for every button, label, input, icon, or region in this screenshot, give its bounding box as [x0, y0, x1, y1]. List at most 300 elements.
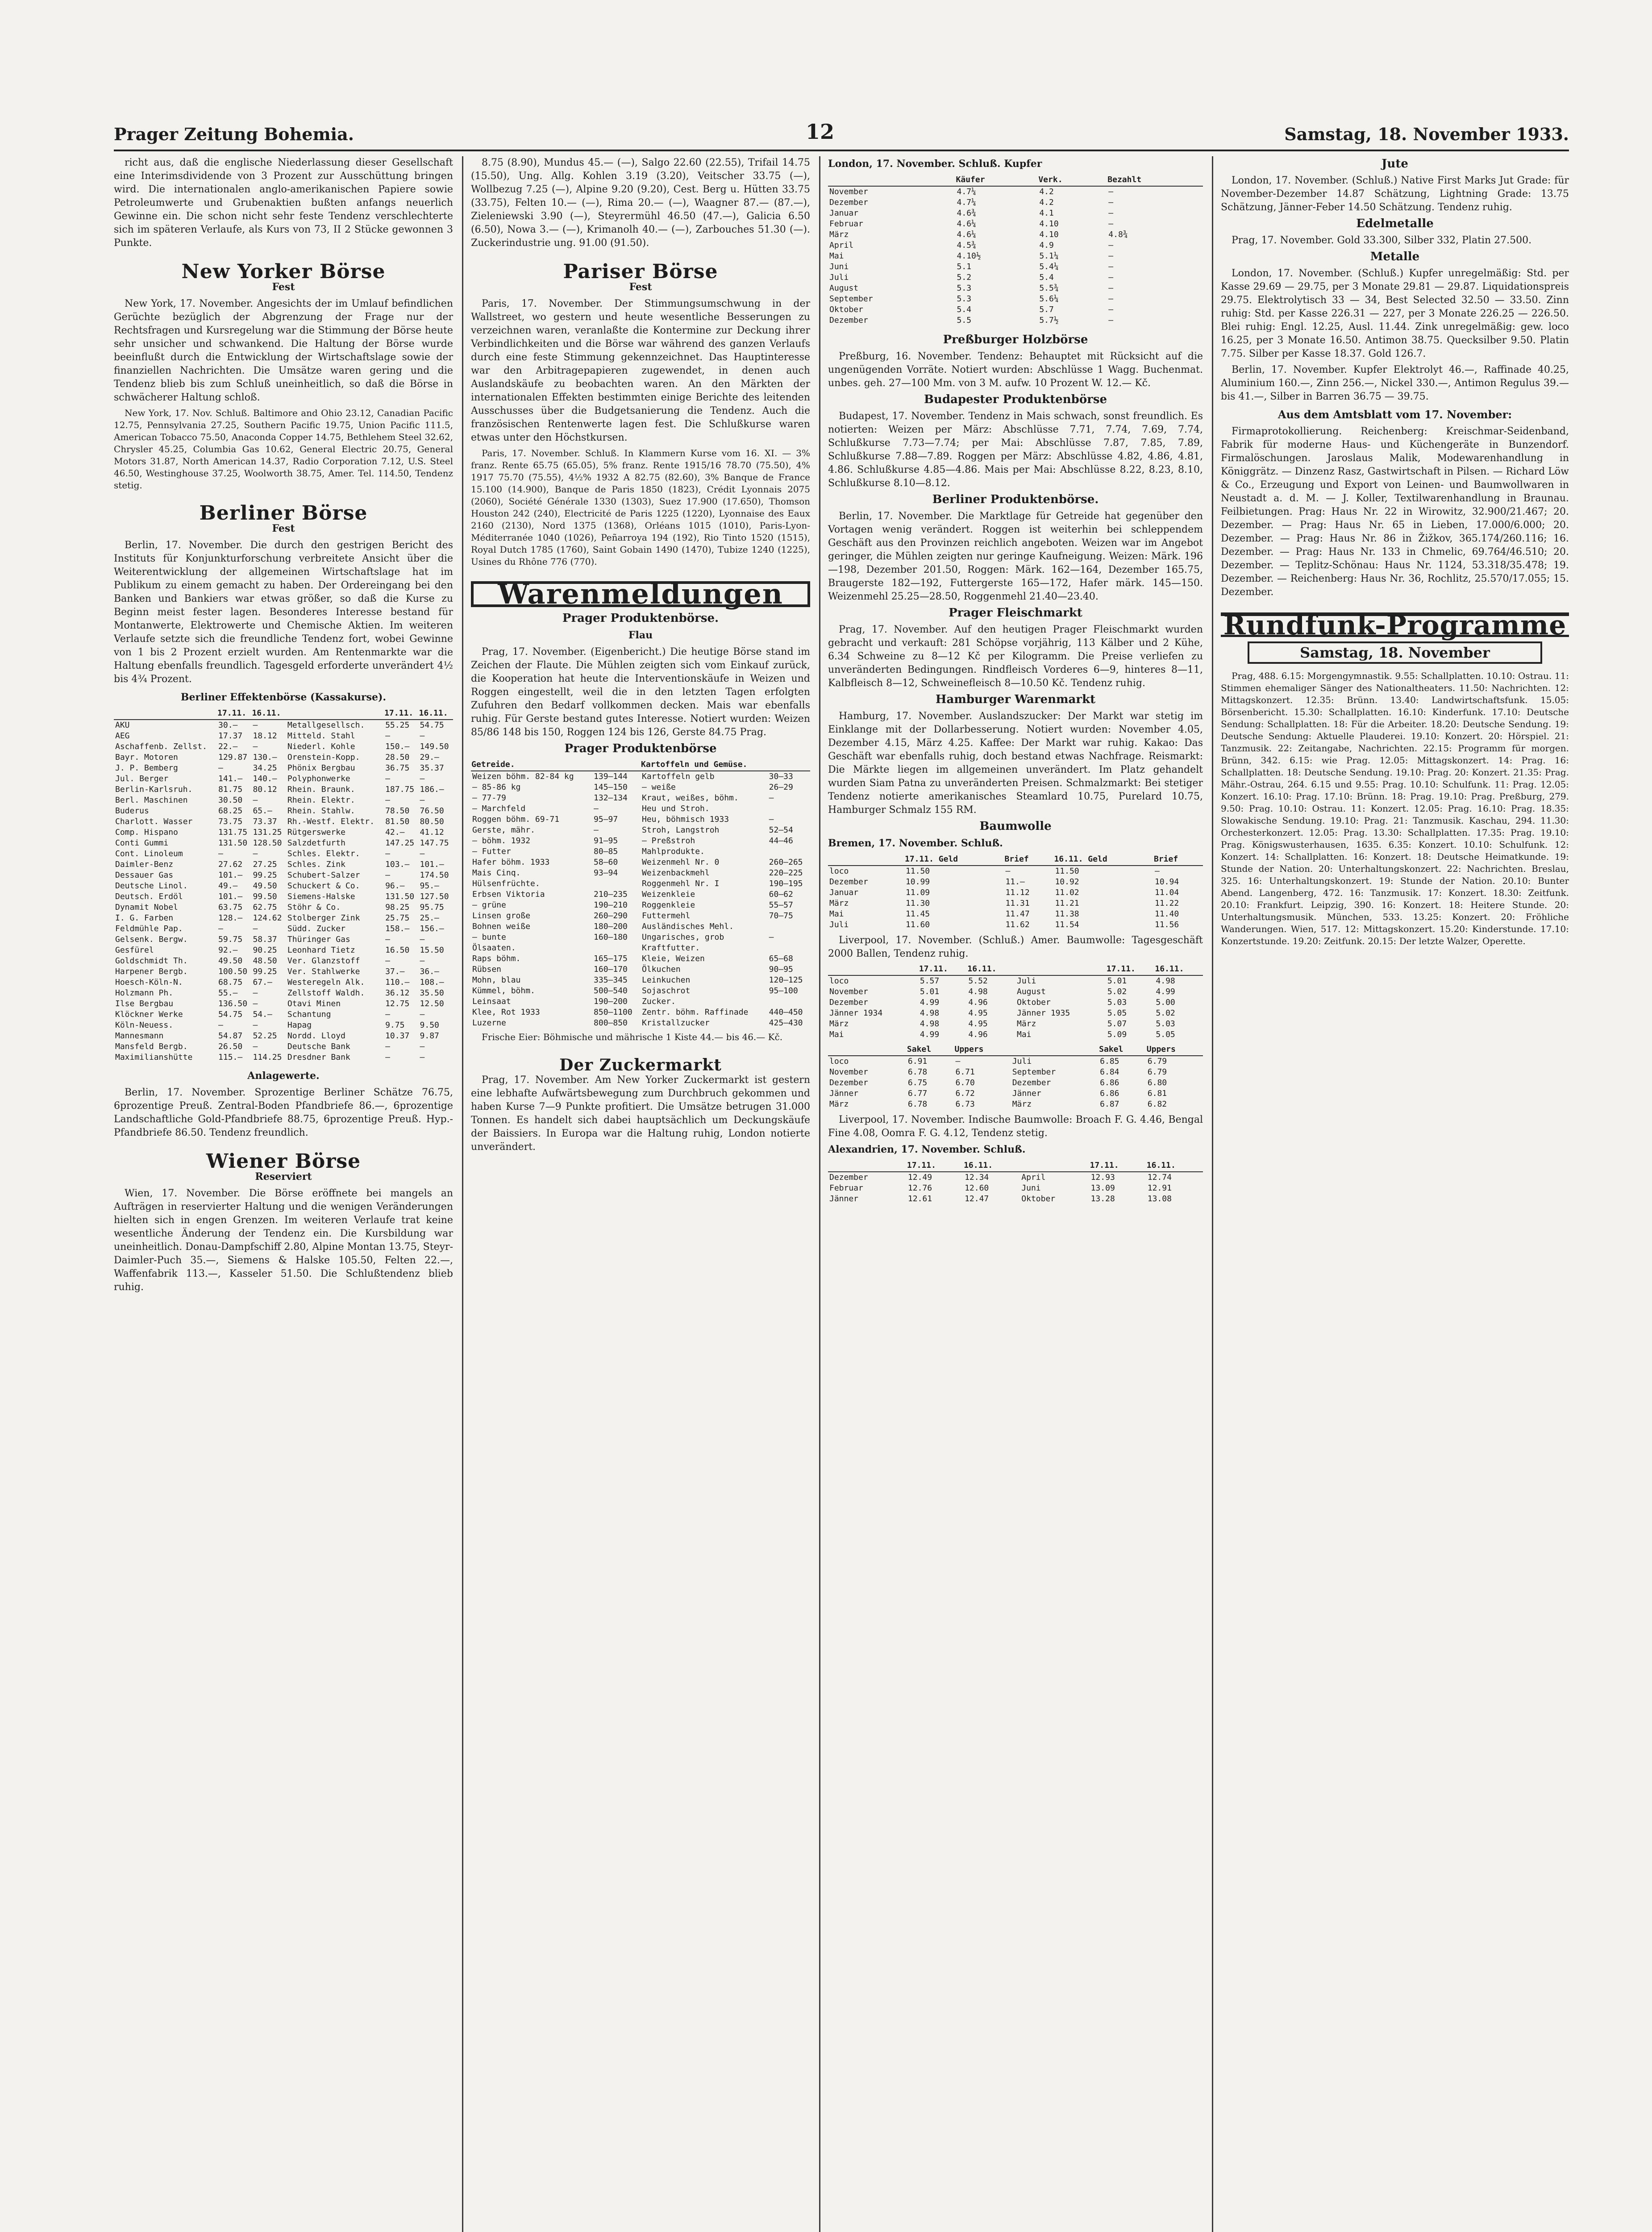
effekten-row: [114, 1020, 453, 1031]
bremen-row: [828, 866, 1203, 877]
table-header-cell: [286, 708, 384, 720]
table-cell: 103.—: [385, 860, 410, 869]
table-cell: Rhein. Braunk.: [287, 785, 355, 794]
effekten-row: [114, 902, 453, 913]
table-cell: 68.25: [218, 806, 243, 816]
table-header-cell: [1011, 1044, 1099, 1056]
table-cell: 76.50: [420, 806, 444, 816]
table-cell: 73.37: [253, 817, 277, 826]
paris-report: Paris, 17. November. Der Stimmungsumschwung in der Wallstreet, wo gestern und heute wesentliche Besserungen zu verzeichnen waren, veranlaßte die Kontermine zur Deckung ihrer Verbindlichkeiten und die Börse war während des ganzen Verlaufs durch eine feste Stimmung gekennzeichnet. Das Hauptinteresse war den Arbitragepapieren zugewendet, in denen auch Auslandskäufe zu beobachten waren. An den Märkten der internationalen Effekten bestimmten einige Berichte des leitenden Ausschusses über die Budgetsanierung die Tendenz. Auch die französischen Rentenwerte lagen fest. Die Schlußkurse waren etwas unter den Höchstkursen.: [471, 298, 810, 443]
holzboerse-report: Preßburg, 16. November. Tendenz: Behauptet mit Rücksicht auf die ungenügenden Vorräte. Notiert wurden: Abschlüsse 1 Wagg. Buchenmat. unbes. geh. 27—100 Mm. von 3 M. aufw. 10 Prozent W. 12.— Kč.: [828, 351, 1203, 389]
table-cell: 90—95: [769, 965, 793, 974]
table-cell: Zucker.: [641, 997, 676, 1006]
effekten-row: [114, 774, 453, 784]
table-cell: Januar: [829, 888, 859, 897]
table-cell: —: [253, 720, 258, 730]
table-header-cell: [828, 1160, 907, 1172]
table-cell: Nordd. Lloyd: [287, 1031, 345, 1041]
table-cell: Thüringer Gas: [287, 935, 350, 944]
radio-program-text: Prag, 488. 6.15: Morgengymnastik. 9.55: Schallplatten. 10.10: Ostrau. 11: Stimmen ehemaliger Sänger des Nationaltheaters. 11.50: Nachrichten. 12: Mittagskonzert. 12.35: Brünn. 13.40: Landwirtschaftsfunk. 15.05: Börsenbericht. 15.30: Schallplatten. 16.10: Kinderfunk. 17.10: Deutsche Sendung: Schallplatten. 18: Für die Arbeiter. 18.20: Deutsche Sendung. 19: Deutsche Sendung: Aktuelle Plauderei. 19.10: Konzert. 20: Hörspiel. 21: Tanzmusik. 22: Zeitangabe, Nachrichten. 22.15: Programm für morgen. Brünn, 342. 6.15: wie Prag. 12.05: Mittagskonzert. 14: Prag. 16: Schallplatten. 18: Deutsche Sendung. 19.10: Prag. 20: Konzert. 21.35: Prag. Mähr.-Ostrau, 264. 6.15 und 9.55: Prag. 10.10: Schulfunk. 11: Prag. 12.05: Konzert. 16.10: Prag. 17.10: Brünn. 18: Prag. 19.10: Prag. Preßburg, 279. 9.50: Prag. 10.10: Ostrau. 11: Konzert. 12.05: Prag. 16.10: Prag. 18.35: Slowakische Sendung. 19.10: Prag. 21: Tanzmusik. Kaschau, 294. 11.30: Orchesterkonzert. 12.05: Prag. 13.30: Schallplatten. 17.35: Prag. 19.10: Prag. Königswusterhausen, 1635. 6.35: Konzert. 10.10: Schulfunk. 12: Konzert. 14: Schallplatten. 16: Konzert. 18: Deutsche Heimatkunde. 19: Stunde der Nation. 20: Unterhaltungskonzert. 22: Nachrichten. Breslau, 325. 16: Unterhaltungskonzert. 19: Stunde der Nation. 20.10: Bunter Abend. Langenberg, 472. 16: Tanzmusik. 17: Konzert. 18.30: Zeitfunk. 20.10: Frankfurt. Leipzig, 390. 16: Konzert. 18: Heitere Stunde. 20: Unterhaltungsmusik. München, 533. 13.25: Konzert. 20: Fröhliche Wanderungen. Wien, 517. 12: Mittagskonzert. 15.20: Kinderstunde. 17.10: Konzertstunde. 19.20: Zeitfunk. 20.15: Der letzte Walzer, Operette.: [1221, 670, 1569, 946]
table-cell: 13.08: [1147, 1194, 1172, 1203]
amtsblatt-title: Aus dem Amtsblatt vom 17. November:: [1277, 408, 1512, 421]
london-metal-row: [828, 262, 1203, 272]
table-cell: 6.81: [1147, 1089, 1167, 1098]
table-cell: 139—144: [594, 772, 628, 781]
berlin-report: Berlin, 17. November. Die durch den gestrigen Bericht des Instituts für Konjunkturforschung verbreitete Ansicht über die Weiterentwicklung der allgemeinen Wirtschaftslage hat im Publikum zu einem gemacht zu haben. Der Ordereingang bei den Banken und Bankiers war etwas größer, so daß die Kurse zu Beginn meist fester lagen. Besonderes Interesse bestand für Montanwerte, Elektrowerte und Chemische Aktien. Im weiteren Verlaufe setzte sich die freundliche Tendenz fort, wobei Gewinne von 1 bis 2 Prozent erzielt wurden. Am Rentenmarkte war die Haltung ebenfalls freundlich. Tagesgeld erforderte unverändert 4½ bis 4¾ Prozent.: [114, 540, 453, 685]
effekten-row: [114, 849, 453, 859]
edelmetalle-report: Prag, 17. November. Gold 33.300, Silber 332, Platin 27.500.: [1232, 235, 1532, 246]
table-cell: 6.79: [1147, 1057, 1167, 1066]
table-cell: Jänner: [829, 1194, 859, 1203]
table-cell: Conti Gummi: [115, 838, 169, 848]
new-york-report: New York, 17. November. Angesichts der im Umlauf befindlichen Gerüchte bezüglich der Abgrenzung der Frage nur der Rechtsfragen und Kursregelung war die Stimmung der Börse heute sehr unsicher und schwankend. Die Haltung der Börse wurde beeinflußt durch die Entwicklung der Wirtschaftslage sowie der finanziellen Nachrichten. Die Umsätze waren gering und die Tendenz blieb bis zum Schluß uneinheitlich, so daß die Börse in schwächerer Haltung schloß.: [114, 298, 453, 403]
table-cell: März: [1016, 1019, 1036, 1029]
table-cell: 99.25: [253, 870, 277, 880]
table-cell: 5.3: [957, 283, 972, 293]
table-header-cell: [1020, 1160, 1089, 1172]
table-cell: 68.75: [218, 978, 243, 987]
table-cell: Mai: [829, 1030, 844, 1039]
berlin-produkten-title: Berliner Produktenbörse.: [932, 493, 1099, 506]
alexandria-title: Alexandrien, 17. November. Schluß.: [828, 1144, 1026, 1155]
table-cell: 93—94: [594, 868, 618, 878]
table-cell: 141.—: [218, 774, 243, 783]
table-cell: 5.5¾: [1039, 283, 1059, 293]
table-cell: 187.75: [385, 785, 415, 794]
table-cell: 4.96: [968, 998, 988, 1007]
table-cell: Buderus: [115, 806, 149, 816]
column-divider: [1212, 156, 1213, 2232]
london-metal-row: [828, 219, 1203, 229]
table-cell: —: [420, 849, 425, 858]
table-cell: Berl. Maschinen: [115, 795, 188, 805]
table-cell: 425—430: [769, 1018, 803, 1028]
produkten-row: [471, 911, 810, 921]
table-cell: 22.—: [218, 742, 238, 751]
liverpool-cotton-table: [828, 963, 1203, 1040]
table-cell: 4.1: [1039, 208, 1054, 218]
table-header-cell: Sakel: [1099, 1044, 1146, 1056]
table-cell: Jul. Berger: [115, 774, 169, 783]
table-cell: Phönix Bergbau: [287, 763, 355, 773]
produkten-row: [471, 771, 810, 782]
table-cell: 12.60: [965, 1183, 989, 1193]
table-cell: Roggenmehl Nr. I: [641, 879, 720, 888]
table-cell: Mahlprodukte.: [641, 847, 705, 856]
table-cell: 335—345: [594, 975, 628, 985]
table-header-cell: [114, 708, 217, 720]
bremen-subtitle: Bremen, 17. November. Schluß.: [828, 837, 1003, 849]
table-cell: 150.—: [385, 742, 410, 751]
table-cell: 149.50: [420, 742, 449, 751]
table-header-cell: Brief: [1153, 854, 1203, 866]
london-metal-row: [828, 197, 1203, 208]
column-1: [114, 156, 453, 2232]
table-cell: 11.60: [905, 920, 930, 929]
produkten-row: [471, 932, 810, 943]
table-cell: —: [218, 849, 223, 858]
table-cell: Mais Cinq.: [472, 868, 521, 878]
table-cell: 147.25: [385, 838, 415, 848]
table-cell: 10.37: [385, 1031, 410, 1041]
table-cell: März: [829, 1019, 849, 1029]
header-rule: [114, 150, 1569, 151]
effekten-row: [114, 720, 453, 731]
table-cell: 11.21: [1055, 899, 1079, 908]
table-cell: 6.78: [907, 1067, 928, 1077]
table-cell: Mai: [829, 251, 844, 261]
table-cell: Harpener Bergb.: [115, 967, 188, 976]
table-cell: Weizenmehl Nr. 0: [641, 858, 720, 867]
table-cell: 186.—: [420, 785, 444, 794]
paris-rates: Paris, 17. November. Schluß. In Klammern Kurse vom 16. XI. — 3% franz. Rente 65.75 (65.05), 5% franz. Rente 1915/16 78.70 (75.50), 4% 1917 75.70 (75.55), 4½% 1932 A 82.75 (82.60), 3% Banque de France 15.100 (14.900), Banque de Paris 1850 (1823), Crédit Lyonnais 2075 (2060), Société Générale 1330 (1303), Suez 17.900 (17.650), Thomson Houston 242 (240), Electricité de Paris 1225 (1220), Lyonnaise des Eaux 2160 (2130), Nord 1375 (1368), Orléans 1015 (1010), Paris-Lyon-Méditerranée 1040 (1026), Peñarroya 194 (192), Rio Tinto 1520 (1515), Royal Dutch 1785 (1760), Saint Gobain 1490 (1470), Tubize 1240 (1225), Usines du Rhône 776 (770).: [471, 448, 810, 567]
metalle-berlin-report: Berlin, 17. November. Kupfer Elektrolyt 46.—, Raffinade 40.25, Aluminium 160.—, Zinn 256.—, Nickel 330.—, Antimon Regulus 39.— bis 41.—, Silber in Barren 36.75 — 39.75.: [1221, 364, 1569, 402]
table-cell: Jänner: [1012, 1089, 1041, 1098]
table-cell: 36.—: [420, 967, 439, 976]
table-cell: —: [769, 815, 774, 824]
table-cell: Jänner: [829, 1089, 859, 1098]
effekten-row: [114, 1052, 453, 1063]
table-cell: 101.—: [218, 892, 243, 901]
table-cell: 4.99: [920, 1030, 940, 1039]
table-cell: — grüne: [472, 900, 506, 910]
table-cell: Westeregeln Alk.: [287, 978, 365, 987]
table-cell: 11.12: [1005, 888, 1030, 897]
table-cell: Gesfürel: [115, 945, 154, 955]
liverpool-row: [828, 1019, 1203, 1029]
table-cell: 98.25: [385, 903, 410, 912]
table-cell: Bohnen weiße: [472, 922, 531, 931]
table-cell: Stolberger Zink: [287, 913, 360, 923]
table-cell: Oktober: [1016, 998, 1051, 1007]
alexandria-row: [828, 1183, 1203, 1194]
table-header-cell: 17.11. Geld: [904, 854, 1004, 866]
table-cell: 92.—: [218, 945, 238, 955]
table-cell: —: [385, 731, 390, 741]
table-cell: 11.62: [1005, 920, 1030, 929]
table-cell: Heu und Stroh.: [641, 804, 710, 813]
table-cell: 120—125: [769, 975, 803, 985]
table-cell: Stroh, Langstroh: [641, 825, 720, 835]
table-cell: August: [1016, 987, 1046, 996]
table-cell: —: [1108, 251, 1114, 261]
table-cell: —: [420, 774, 425, 783]
table-cell: [592, 879, 641, 889]
table-cell: Deutsche Bank: [287, 1042, 350, 1051]
table-header-cell: Verk.: [1038, 174, 1107, 186]
table-header-cell: 16.11.: [1146, 1160, 1203, 1172]
table-cell: AEG: [115, 731, 130, 741]
liverpool-row: [828, 997, 1203, 1008]
table-cell: — weiße: [641, 783, 676, 792]
amtsblatt-text: Firmaprotokollierung. Reichenberg: Kreischmar-Seidenband, Fabrik für moderne Haus- und Küchengeräte in Bunzendorf. Firmalöschungen. Jaroslaus Malik, Modewarenhandlung in Königgrätz. — Dinzenz Rasz, Gastwirtschaft in Pilsen. — Richard Löw & Co., Erzeugung und Export von Leinen- und Baumwollwaren in Neustadt a. d. M. — J. Koller, Textilwarenhandlung in Braunau. Feilbietungen. Prag: Haus Nr. 22 in Wirowitz, 32.900/21.467; 20. Dezember. — Prag: Haus Nr. 65 in Lieben, 17.000/6.000; 20. Dezember. — Prag: Haus Nr. 86 in Žižkov, 365.174/260.116; 16. Dezember. — Prag: Haus Nr. 133 in Chmelic, 69.764/46.510; 20. Dezember. — Teplitz-Schönau: Haus Nr. 1124, 53.318/35.478; 19. Dezember. — Reichenberg: Haus Nr. 36, Rochlitz, 25.570/17.055; 15. Dezember.: [1221, 426, 1569, 598]
table-cell: Schubert-Salzer: [287, 870, 360, 880]
produkten-row: [471, 943, 810, 954]
produkten-row: [471, 921, 810, 932]
table-header-cell: Uppers: [954, 1044, 1011, 1056]
effekten-row: [114, 999, 453, 1009]
table-cell: 131.75: [218, 828, 248, 837]
table-cell: März: [829, 1099, 849, 1109]
table-cell: Salzdetfurth: [287, 838, 345, 848]
liverpool-row: [828, 975, 1203, 987]
table-cell: Ölkuchen: [641, 965, 681, 974]
table-cell: 5.4¼: [1039, 262, 1059, 271]
table-cell: — Preßstroh: [641, 836, 695, 845]
table-cell: 15.50: [420, 945, 444, 955]
column-3: [828, 156, 1203, 2232]
table-cell: Deutsch. Erdöl: [115, 892, 183, 901]
table-cell: Klee, Rot 1933: [472, 1008, 540, 1017]
table-cell: 13.09: [1090, 1183, 1115, 1193]
table-cell: Köln-Neuess.: [115, 1020, 174, 1030]
effekten-row: [114, 1041, 453, 1052]
column-4: [1221, 156, 1569, 2232]
table-cell: 110.—: [385, 978, 410, 987]
table-header-cell: 16.11.: [251, 708, 286, 720]
table-cell: Schles. Zink: [287, 860, 345, 869]
effekten-row: [114, 763, 453, 774]
table-cell: —: [594, 825, 599, 835]
table-cell: 36.75: [385, 763, 410, 773]
table-cell: —: [1005, 866, 1011, 876]
table-cell: Erbsen Viktoria: [472, 890, 545, 899]
table-cell: —: [1108, 219, 1114, 229]
produkten-row: [471, 900, 810, 911]
table-cell: Leinkuchen: [641, 975, 691, 985]
liverpool-egypt-table: [828, 1044, 1203, 1110]
effekten-row: [114, 966, 453, 977]
table-cell: 6.73: [955, 1099, 975, 1109]
table-cell: 9.87: [420, 1031, 439, 1041]
table-cell: 81.75: [218, 785, 243, 794]
produkten-row: [471, 782, 810, 793]
table-header-cell: 16.11.: [967, 963, 1015, 975]
table-cell: 128.50: [253, 838, 282, 848]
effekten-row: [114, 859, 453, 870]
table-cell: Holzmann Ph.: [115, 988, 174, 998]
table-cell: Otavi Minen: [287, 999, 341, 1008]
table-cell: 12.61: [907, 1194, 932, 1203]
table-cell: 99.50: [253, 892, 277, 901]
table-cell: —: [385, 935, 390, 944]
table-cell: 4.9: [1039, 241, 1054, 250]
table-cell: Kristallzucker: [641, 1018, 710, 1028]
table-cell: 800—850: [594, 1018, 628, 1028]
anlagewerte-text: Berlin, 17. November. Sprozentige Berliner Schätze 76.75, 6prozentige Preuß. Zentral-Boden Pfandbriefe 86.—, 6prozentige Landschaftliche Gold-Pfandbriefe 88.75, 6prozentige Preuß. Hyp.-Pfandbriefe 86.50. Tendenz freundlich.: [114, 1087, 453, 1138]
table-cell: Mohn, blau: [472, 975, 521, 985]
table-cell: 54.—: [253, 1010, 272, 1019]
table-cell: —: [420, 795, 425, 805]
table-cell: 6.71: [955, 1067, 975, 1077]
table-cell: Orenstein-Kopp.: [287, 753, 360, 762]
table-cell: Leinsaat: [472, 997, 511, 1006]
produkten-row: [471, 793, 810, 804]
table-cell: 49.50: [218, 956, 243, 966]
table-cell: Zentr. böhm. Raffinade: [641, 1008, 749, 1017]
table-cell: 132—134: [594, 793, 628, 803]
table-header-cell: Kartoffeln und Gemüse.: [641, 759, 768, 771]
table-header-cell: Brief: [1004, 854, 1053, 866]
table-header-cell: Bezahlt: [1107, 174, 1203, 186]
table-cell: 5.01: [920, 987, 940, 996]
table-cell: —: [385, 795, 390, 805]
column-2: [471, 156, 810, 2232]
table-cell: Dezember: [829, 198, 868, 207]
table-cell: 5.6¼: [1039, 294, 1059, 304]
table-cell: Kraftfutter.: [641, 943, 700, 953]
table-cell: loco: [829, 976, 849, 986]
table-cell: 500—540: [594, 986, 628, 995]
london-metal-row: [828, 294, 1203, 304]
table-cell: 16.50: [385, 945, 410, 955]
table-cell: —: [385, 1053, 390, 1062]
table-cell: Jänner 1934: [829, 1008, 883, 1018]
table-cell: 114.25: [253, 1053, 282, 1062]
section-title-berlin: Berliner Börse: [199, 502, 368, 525]
table-cell: 95—97: [594, 815, 618, 824]
header-paper-name: Prager Zeitung Bohemia.: [114, 124, 354, 144]
table-cell: — Marchfeld: [472, 804, 526, 813]
table-cell: Dezember: [829, 998, 868, 1007]
table-cell: 30.—: [218, 720, 238, 730]
table-cell: Oktober: [1021, 1194, 1056, 1203]
table-cell: 6.79: [1147, 1067, 1167, 1077]
liverpool-report: Liverpool, 17. November. (Schluß.) Amer. Baumwolle: Tagesgeschäft 2000 Ballen, Tendenz ruhig.: [828, 935, 1203, 959]
eier-note: Frische Eier: Böhmische und mährische 1 Kiste 44.— bis 46.— Kč.: [482, 1032, 783, 1042]
section-title-warenmeldungen: Warenmeldungen: [471, 581, 810, 607]
table-cell: 190—210: [594, 900, 628, 910]
table-cell: Schantung: [287, 1010, 331, 1019]
table-cell: Mai: [1016, 1030, 1032, 1039]
table-cell: —: [1108, 208, 1114, 218]
table-cell: 6.82: [1147, 1099, 1167, 1109]
table-cell: 128.—: [218, 913, 243, 923]
table-cell: 5.7: [1039, 305, 1054, 314]
table-cell: 6.72: [955, 1089, 975, 1098]
table-cell: 80—85: [594, 847, 618, 856]
table-header-cell: Sakel: [907, 1044, 954, 1056]
hamburg-report: Hamburg, 17. November. Auslandszucker: Der Markt war stetig im Einklange mit der Dollarbesserung. Notiert wurden: November 4.05, Dezember 4.15, März 4.25. Kaffee: Der Markt war ruhig. Kakao: Das Geschäft war ebenfalls ruhig, doch bestand etwas Nachfrage. Reismarkt: Die Märkte liegen im allgemeinen unverändert. Im Platz gehandelt wurden Siam Patna zu unveränderten Preisen. Schmalzmarkt: Bei stetiger Tendenz notierte amerikanisches Steamlard 10.75, Purelard 10.75, Hamburger Schmalz 155 RM.: [828, 711, 1203, 816]
section-title-new-york: New Yorker Börse: [181, 260, 386, 283]
table-cell: —: [1108, 283, 1114, 293]
fleischmarkt-title: Prager Fleischmarkt: [949, 606, 1082, 620]
table-cell: 6.80: [1147, 1078, 1167, 1087]
liverpool-row: [828, 1008, 1203, 1019]
table-cell: Juli: [829, 273, 849, 282]
produkten-row: [471, 825, 810, 836]
table-cell: Deutsche Linol.: [115, 881, 188, 891]
table-header-cell: 17.11.: [919, 963, 967, 975]
table-cell: [592, 943, 641, 954]
table-cell: Rütgerswerke: [287, 828, 345, 837]
table-cell: 6.84: [1100, 1067, 1119, 1077]
bremen-row: [828, 909, 1203, 920]
alexandria-table: [828, 1160, 1203, 1204]
table-cell: 190—200: [594, 997, 628, 1006]
new-york-rates: New York, 17. Nov. Schluß. Baltimore and Ohio 23.12, Canadian Pacific 12.75, Pennsylvania 27.25, Southern Pacific 19.75, Union Pacific 111.5, American Tobacco 75.50, Anaconda Copper 14.75, Bethlehem Steel 32.62, Chrysler 45.25, Columbia Gas 10.62, General Electric 20.75, General Motors 31.87, North American 14.37, Radio Corporation 7.12, U.S. Steel 46.50, Westinghouse 37.25, Woolworth 38.75, Amer. Tel. 114.50, Tendenz stetig.: [114, 408, 453, 491]
table-cell: —: [1108, 262, 1114, 271]
effekten-row: [114, 870, 453, 881]
table-cell: 4.7¼: [957, 198, 976, 207]
zuckermarkt-report: Prag, 17. November. Am New Yorker Zuckermarkt ist gestern eine lebhafte Aufwärtsbewegung zum Durchbruch gekommen und haben Kurse 7—9 Punkte profitiert. Die Umsätze betrugen 31.000 Tonnen. Es handelt sich dabei hauptsächlich um Deckungskäufe der Baissiers. In Europa war die Haltung ruhig, London notierte unverändert.: [471, 1074, 810, 1153]
table-cell: Juli: [1012, 1057, 1032, 1066]
produkten-row: [471, 986, 810, 996]
table-cell: Ver. Stahlwerke: [287, 967, 360, 976]
table-cell: 101.—: [218, 870, 243, 880]
table-cell: 156.—: [420, 924, 444, 933]
table-cell: Dessauer Gas: [115, 870, 174, 880]
table-cell: 4.95: [968, 1019, 988, 1029]
table-cell: 80.12: [253, 785, 277, 794]
table-cell: 25.75: [385, 913, 410, 923]
table-cell: 4.2: [1039, 187, 1054, 196]
table-cell: Gelsenk. Bergw.: [115, 935, 188, 944]
bremen-row: [828, 887, 1203, 898]
table-cell: [768, 943, 810, 954]
table-cell: 101.—: [420, 860, 444, 869]
table-header-cell: [1015, 963, 1106, 975]
table-cell: Bayr. Motoren: [115, 753, 178, 762]
table-cell: 100.50: [218, 967, 248, 976]
table-cell: Rübsen: [472, 965, 502, 974]
table-header-cell: Getreide.: [471, 759, 592, 771]
effekten-row: [114, 838, 453, 849]
effekten-row: [114, 806, 453, 816]
london-metal-row: [828, 315, 1203, 326]
table-cell: 29.—: [420, 753, 439, 762]
effekten-row: [114, 1031, 453, 1041]
table-cell: 73.75: [218, 817, 243, 826]
table-cell: 440—450: [769, 1008, 803, 1017]
table-cell: 80.50: [420, 817, 444, 826]
table-cell: Schles. Elektr.: [287, 849, 360, 858]
table-cell: 260—290: [594, 911, 628, 920]
table-cell: Hülsenfrüchte.: [472, 879, 540, 888]
table-cell: September: [829, 294, 873, 304]
table-cell: —: [253, 795, 258, 805]
table-cell: 10.94: [1154, 877, 1179, 887]
table-cell: 11.45: [905, 909, 930, 919]
table-cell: Dezember: [829, 877, 868, 887]
produkten-table-title: Prager Produktenbörse: [564, 742, 717, 755]
table-cell: 11.47: [1005, 909, 1030, 919]
table-cell: J. P. Bemberg: [115, 763, 178, 773]
table-cell: Januar: [829, 208, 859, 218]
table-cell: 5.1¼: [1039, 251, 1059, 261]
jute-title: Jute: [1382, 157, 1408, 171]
table-cell: 4.10: [1039, 230, 1059, 239]
table-cell: Luzerne: [472, 1018, 506, 1028]
table-cell: 25.—: [420, 913, 439, 923]
table-cell: 35.37: [420, 763, 444, 773]
table-cell: 5.1: [957, 262, 972, 271]
table-cell: —: [420, 1042, 425, 1051]
table-cell: 27.62: [218, 860, 243, 869]
table-cell: 70—75: [769, 911, 793, 920]
table-cell: Mitteld. Stahl: [287, 731, 355, 741]
table-cell: Mannesmann: [115, 1031, 164, 1041]
table-cell: 81.50: [385, 817, 410, 826]
table-cell: 850—1100: [594, 1008, 633, 1017]
table-cell: August: [829, 283, 859, 293]
table-cell: November: [829, 987, 868, 996]
table-cell: 44—46: [769, 836, 793, 845]
table-cell: 54.87: [218, 1031, 243, 1041]
table-cell: Raps böhm.: [472, 954, 521, 963]
table-cell: 12.76: [907, 1183, 932, 1193]
table-cell: Maximilianshütte: [115, 1053, 193, 1062]
